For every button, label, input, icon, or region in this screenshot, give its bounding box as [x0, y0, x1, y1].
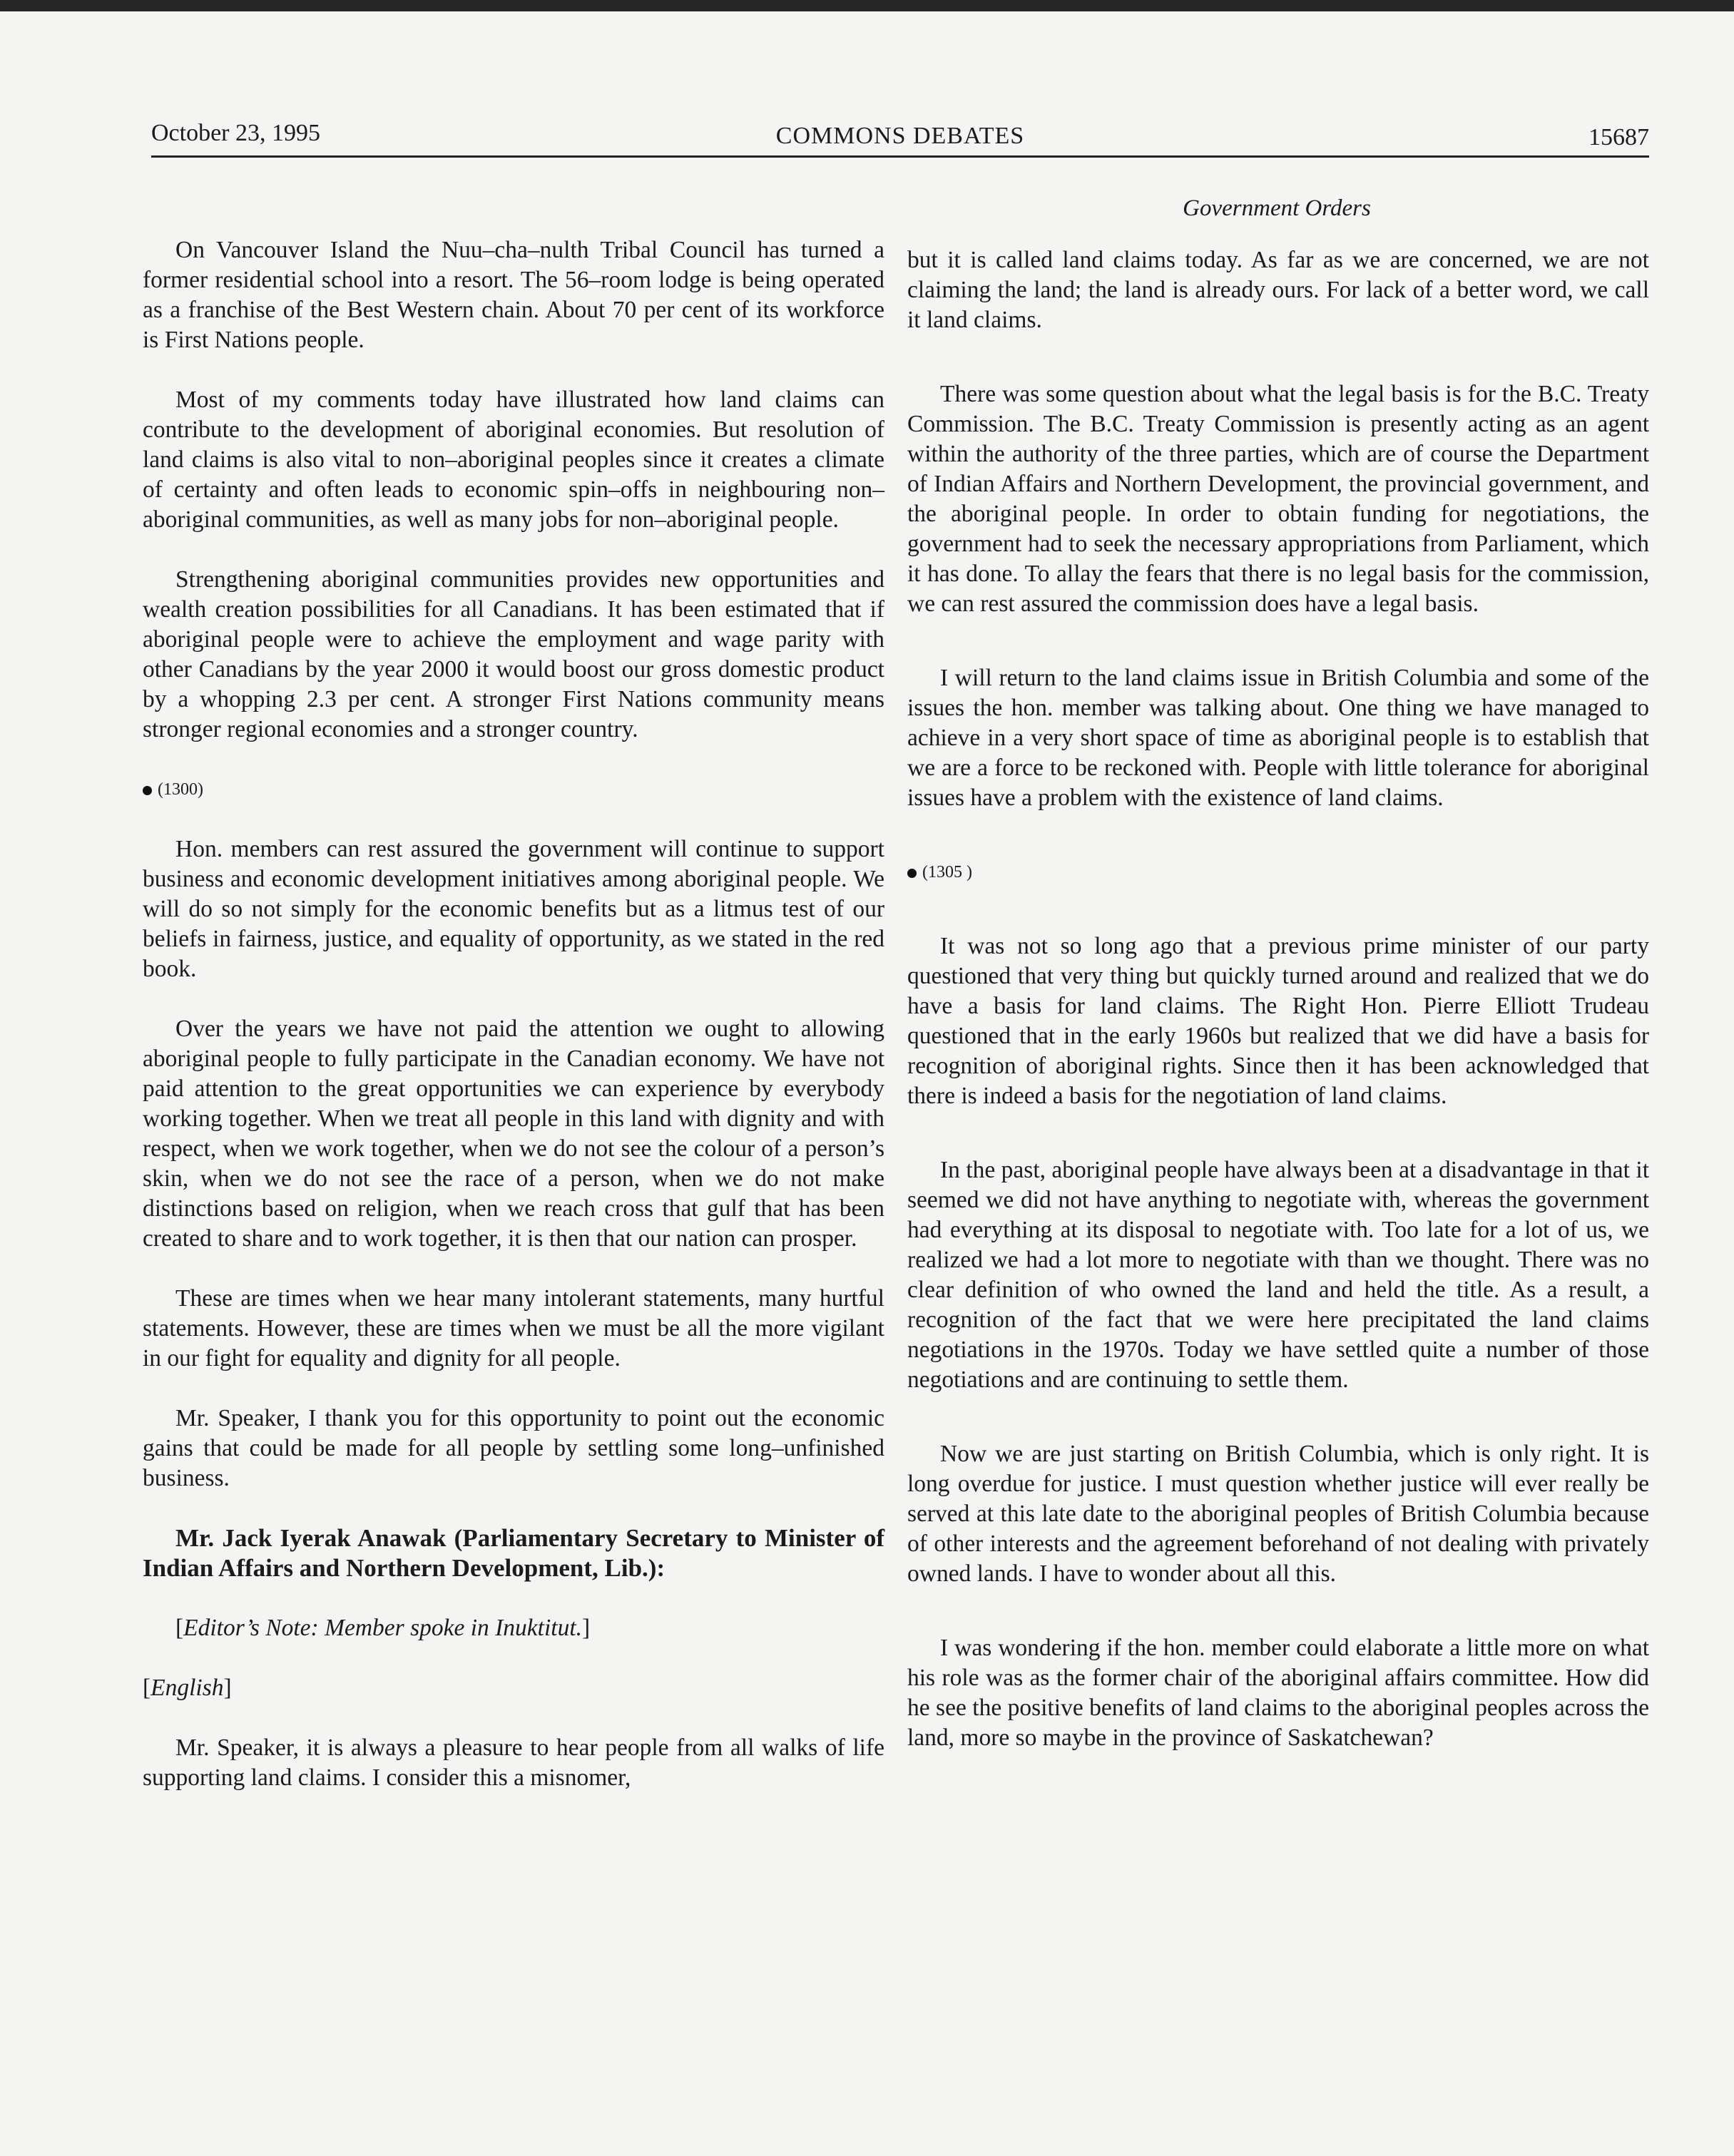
paragraph: There was some question about what the legal basis is for the B.C. Treaty Commission. The B.C. Treaty Commission is presently acting as an agent within the authority of the three parties, which are of course the Department of Indian Affairs and Northern Development, the provincial government, and the aboriginal people. In order to obtain funding for negotiations, the government had to seek the necessary appropriations from Parliament, which it has done. To allay the fears that there is no legal basis for the commission, we can rest assured the commission does have a legal basis.: [907, 381, 1649, 617]
paragraph: These are times when we hear many intolerant statements, many hurtful statements. However, these are times when we must be all the more vigilant in our fight for equality and dignity for all people.: [143, 1285, 884, 1371]
paragraph: I was wondering if the hon. member could elaborate a little more on what his role was as the former chair of the aboriginal affairs committee. How did he see the positive benefits of land claims to the aboriginal peoples across the land, more so maybe in the province of Saskatchewan?: [907, 1635, 1649, 1751]
page-header: [151, 114, 1649, 157]
header-page-number: 15687: [1588, 124, 1649, 150]
bullet-icon: [907, 869, 917, 878]
paragraph: Hon. members can rest assured the government will continue to support business and economic development initiatives among aboriginal people. We will do so not simply for the economic benefits but as a litmus test of our beliefs in fairness, justice, and equality of opportunity, as we stated in the red book.: [143, 836, 884, 982]
paragraph: Strengthening aboriginal communities provides new opportunities and wealth creation possibilities for all Canadians. It has been estimated that if aboriginal people were to achieve the employment and wage parity with other Canadians by the year 2000 it would boost our gross domestic product by a whopping 2.3 per cent. A stronger First Nations community means stronger regional economies and a stronger country.: [143, 566, 884, 742]
paragraph: Now we are just starting on British Columbia, which is only right. It is long overdue for justice. I must question whether justice will ever really be served at this late date to the aboriginal peoples of British Columbia because of other interests and the agreement beforehand of not dealing with privately owned lands. I have to wonder about all this.: [907, 1441, 1649, 1587]
time-marker: [143, 775, 884, 804]
paragraph: I will return to the land claims issue in British Columbia and some of the issues the hon. member was talking about. One thing we have managed to achieve in a very short space of time as aboriginal people is to establish that we are a force to be reckoned with. People with little tolerance for aboriginal issues have a problem with the existence of land claims.: [907, 665, 1649, 811]
paragraph: It was not so long ago that a previous prime minister of our party questioned that very thing but quickly turned around and realized that we do have a basis for land claims. The Right Hon. Pierre Elliott Trudeau questioned that in the early 1960s but realized that we did have a basis for recognition of aboriginal rights. Since then it has been acknowledged that there is indeed a basis for the negotiation of land claims.: [907, 933, 1649, 1109]
editor-note: [Editor’s Note: Member spoke in Inuktitut.]: [175, 1615, 591, 1641]
paragraph: Mr. Speaker, it is always a pleasure to hear people from all walks of life supporting land claims. I consider this a misnomer,: [143, 1734, 884, 1791]
bullet-icon: [143, 786, 152, 795]
speaker-heading: Mr. Jack Iyerak Anawak (Parliamentary Secretary to Minister of Indian Affairs and Northern Development, Lib.):: [143, 1524, 884, 1582]
paragraph: In the past, aboriginal people have always been at a disadvantage in that it seemed we did not have anything to negotiate with, whereas the government had everything at its disposal to negotiate with. Too late for a lot of us, we realized we had a lot more to negotiate with than we thought. There was no clear definition of who owned the land and held the title. As a result, a recognition of the fact that we were here precipitated the land claims negotiations in the 1970s. Today we have settled quite a number of those negotiations and are continuing to settle them.: [907, 1157, 1649, 1393]
paragraph: On Vancouver Island the Nuu–cha–nulth Tribal Council has turned a former residential school into a resort. The 56–room lodge is being operated as a franchise of the Best Western chain. About 70 per cent of its workforce is First Nations people.: [143, 237, 884, 353]
editor-note-text: Editor’s Note: Member spoke in Inuktitut.: [183, 1615, 583, 1641]
header-rule: [151, 155, 1649, 158]
paragraph: Over the years we have not paid the attention we ought to allowing aboriginal people to fully participate in the Canadian economy. We have not paid attention to the great opportunities we can experience by everybody working together. When we treat all people in this land with dignity and with respect, when we work together, when we do not see the colour of a person’s skin, when we do not see the race of a person, when we do not make distinctions based on religion, when we reach cross that gulf that has been created to share and to work together, it is then that our nation can prosper.: [143, 1016, 884, 1252]
language-note: [English]: [143, 1675, 232, 1701]
section-label: Government Orders: [1183, 195, 1371, 221]
time-marker-text: (1305 ): [922, 863, 972, 882]
scan-edge: [0, 0, 1734, 11]
paragraph: Most of my comments today have illustrated how land claims can contribute to the development of aboriginal economies. But resolution of land claims is also vital to non–aboriginal peoples since it creates a climate of certainty and often leads to economic spin–offs in neighbouring non–aboriginal communities, as well as many jobs for non–aboriginal people.: [143, 387, 884, 533]
language-note-text: English: [151, 1675, 224, 1701]
time-marker: [907, 857, 1649, 887]
header-date: October 23, 1995: [151, 120, 321, 146]
paragraph: but it is called land claims today. As far as we are concerned, we are not claiming the land; the land is already ours. For lack of a better word, we call it land claims.: [907, 247, 1649, 333]
left-column: [143, 235, 884, 1823]
time-marker-text: (1300): [158, 780, 203, 799]
right-column: [907, 245, 1649, 1797]
header-title: COMMONS DEBATES: [775, 123, 1025, 149]
paragraph: Mr. Speaker, I thank you for this opportunity to point out the economic gains that could be made for all people by settling some long–unfinished business.: [143, 1405, 884, 1491]
